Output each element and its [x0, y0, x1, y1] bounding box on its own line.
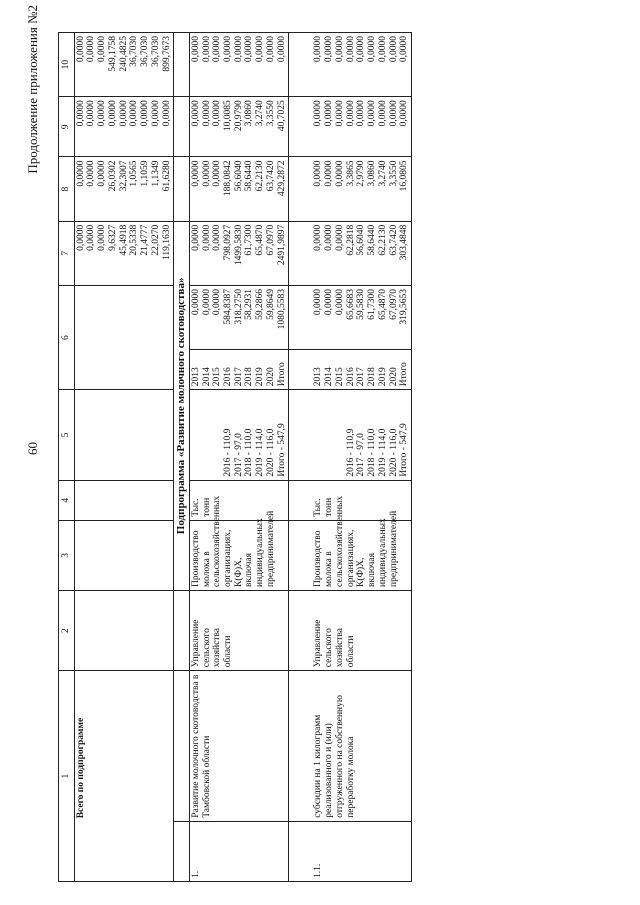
column-number-row — [59, 33, 75, 882]
row-targets: 2016 - 110,9 2017 - 97,0 2018 - 110,0 2019 - 114,0 2020 - 116,0 Итого - 547,9 — [289, 390, 412, 480]
row-years: 2013 2014 2015 2016 2017 2018 2019 2020 Итого — [289, 350, 412, 390]
row-unit: Тыс. тонн — [289, 480, 412, 520]
total-col7: 0,0000 0,0000 0,0000 9,6327 45,4918 20,5338 21,4777 22,0270 119,1630 — [74, 221, 174, 285]
row-indicator: Производство молока в сельскохозяйственных организациях, К(Ф)Х, включая индивидуальных предпринимателей — [289, 520, 412, 590]
row-col7: 0,0000 0,0000 0,0000 798,0927 1499,5830 61,7300 65,4870 67,0970 2491,9897 — [189, 221, 289, 285]
total-col9: 0,0000 0,0000 0,0000 0,0000 0,0000 0,0000 0,0000 0,0000 0,0000 — [74, 97, 174, 157]
row-col10: 0,0000 0,0000 0,0000 0,0000 0,0000 0,0000 0,0000 0,0000 0,0000 — [289, 33, 412, 97]
row-number: 1.1. — [289, 821, 412, 881]
row-col6: 0,0000 0,0000 0,0000 584,8387 318,2750 58,2931 59,2866 59,8649 1080,5583 — [189, 285, 289, 349]
col-header-6: 6 — [59, 285, 75, 389]
row-number: 1. — [189, 821, 289, 881]
subprogram-row — [174, 33, 189, 882]
page-number: 60 — [25, 442, 40, 455]
row-col9: 0,0000 0,0000 0,0000 10,0085 20,9790 3,0860 3,2740 3,3550 40,7025 — [189, 97, 289, 157]
row-col6: 0,0000 0,0000 0,0000 65,6683 59,5830 61,7300 65,4870 67,0970 319,5653 — [289, 285, 412, 349]
col-header-5: 5 — [59, 390, 75, 480]
row-years: 2013 2014 2015 2016 2017 2018 2019 2020 Итого — [189, 350, 289, 390]
row-executor: Управление сельского хозяйства области — [189, 590, 289, 670]
table-row — [189, 33, 289, 882]
col-header-8: 8 — [59, 157, 75, 221]
row-name: субсидии на 1 килограмм реализованного и (или) отгруженного на собственную переработку молока — [289, 671, 412, 822]
row-col10: 0,0000 0,0000 0,0000 0,0000 0,0000 0,0000 0,0000 0,0000 0,0000 — [189, 33, 289, 97]
col-header-10: 10 — [59, 33, 75, 97]
total-col8: 0,0000 0,0000 0,0000 26,0302 32,3007 1,0565 1,1059 1,1349 61,6280 — [74, 157, 174, 221]
rotated-page — [20, 5, 620, 885]
total-label: Всего по подпрограмме — [74, 671, 174, 822]
row-col8: 0,0000 0,0000 0,0000 188,0842 56,6040 58,6440 62,2130 63,7420 429,2872 — [189, 157, 289, 221]
subprogram-title: Подпрограмма «Развитие молочного скотоводства» — [174, 221, 189, 590]
col-header-9: 9 — [59, 97, 75, 157]
row-indicator: Производство молока в сельскохозяйственных организациях, К(Ф)Х, включая индивидуальных предпринимателей — [189, 520, 289, 590]
col-header-2: 2 — [59, 590, 75, 670]
row-name: Развитие молочного скотоводства в Тамбовской области — [189, 671, 289, 822]
row-executor: Управление сельского хозяйства области — [289, 590, 412, 670]
col-header-3: 3 — [59, 520, 75, 590]
annex-title: Продолжение приложения №2 — [25, 5, 40, 174]
col-header-7: 7 — [59, 221, 75, 285]
row-targets: 2016 - 110,9 2017 - 97,0 2018 - 110,0 2019 - 114,0 2020 - 116,0 Итого - 547,9 — [189, 390, 289, 480]
col-header-4: 4 — [59, 480, 75, 520]
budget-table — [58, 32, 412, 882]
row-col7: 0,0000 0,0000 0,0000 62,2818 56,6040 58,6440 62,2130 63,7420 303,4848 — [289, 221, 412, 285]
col-header-1: 1 — [59, 671, 75, 882]
table-row — [289, 33, 412, 882]
row-col9: 0,0000 0,0000 0,0000 0,0000 0,0000 0,0000 0,0000 0,0000 0,0000 — [289, 97, 412, 157]
total-col10: 0,0000 0,0000 0,0000 549,1758 240,4825 36,7030 36,7030 36,7030 899,7673 — [74, 33, 174, 97]
row-unit: Тыс. тонн — [189, 480, 289, 520]
row-col8: 0,0000 0,0000 0,0000 3,3865 2,9790 3,0860 3,2740 3,3550 16,0805 — [289, 157, 412, 221]
table-row-total — [74, 33, 174, 882]
